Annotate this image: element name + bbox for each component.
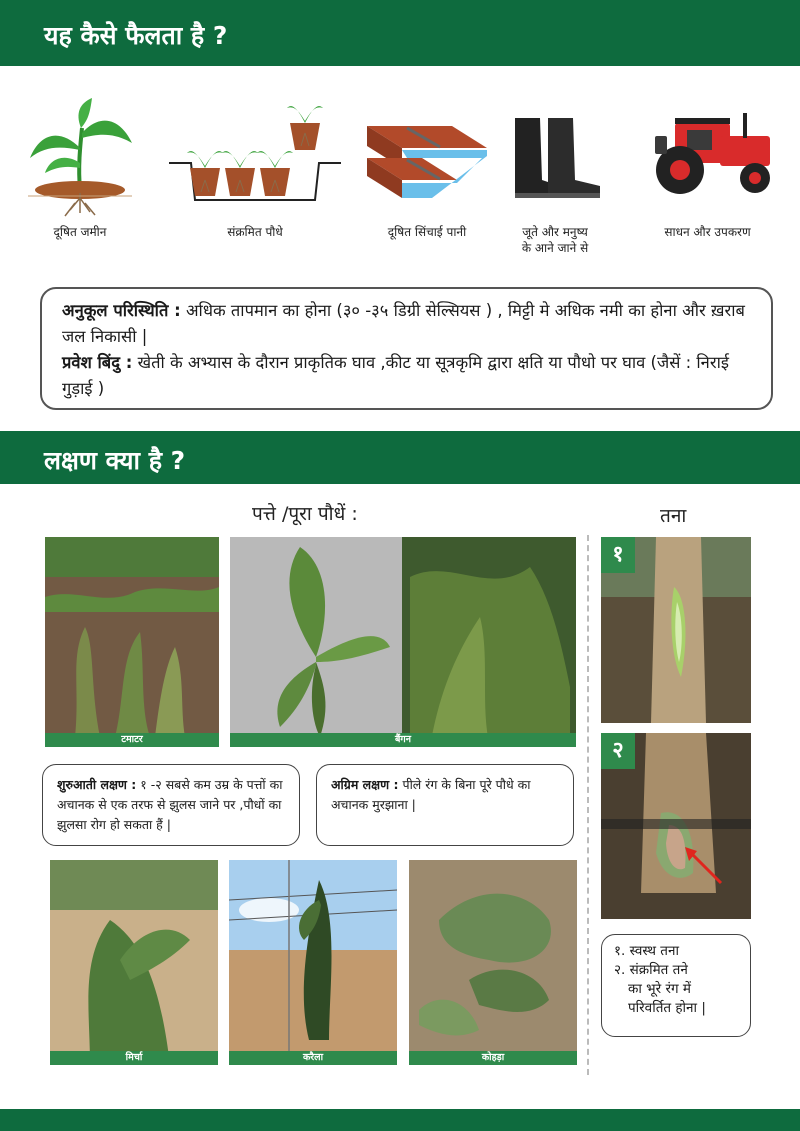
favorable-text: अधिक तापमान का होना (३० -३५ डिग्री सेल्सियस ) , मिट्टी मे अधिक नमी का होना और ख़राब जल निकासी | <box>62 301 745 346</box>
stem-legend-box <box>601 934 751 1037</box>
spread-label-tractor: साधन और उपकरण <box>664 225 751 239</box>
header-band-spread <box>0 0 800 66</box>
infected-seedlings-icon <box>165 88 345 218</box>
spread-label-boots-line2: के आने जाने से <box>521 241 589 255</box>
column-divider <box>587 535 589 1075</box>
photo-healthy-stem <box>601 537 751 723</box>
caption-chilli: मिर्चा <box>50 1051 218 1065</box>
photo-chilli <box>50 860 218 1065</box>
advanced-symptoms-box <box>316 764 574 846</box>
photo-brinjal <box>230 537 576 747</box>
stem-heading: तना <box>660 505 687 527</box>
spread-label-irrigation: दूषित सिंचाई पानी <box>387 225 467 239</box>
spread-label-boots <box>500 224 610 256</box>
entry-label: प्रवेश बिंदु : <box>62 353 133 372</box>
legend-brown-color: का भूरे रंग में <box>628 981 691 997</box>
entry-point <box>62 350 751 402</box>
stem-number-1: १ <box>601 537 635 573</box>
header-band-symptoms <box>0 431 800 484</box>
spread-item-soil <box>20 88 140 240</box>
early-text: १ -२ सबसे कम उम्र के पत्तों का अचानक से एक तरफ से झुलस जाने पर ,पौधों का झुलसा रोग हो सकता हैं | <box>57 777 283 832</box>
legend-change: परिवर्तित होना | <box>628 1000 706 1016</box>
tractor-icon <box>635 88 780 218</box>
entry-text: खेती के अभ्यास के दौरान प्राकृतिक घाव ,कीट या सूत्रकृमि द्वारा क्षति या पौधो पर घाव (जैसें : निराई गुड़ाई ) <box>62 353 729 398</box>
favorable-conditions <box>62 298 751 350</box>
conditions-box <box>40 287 773 410</box>
photo-bitter-gourd <box>229 860 397 1065</box>
photo-infected-stem <box>601 733 751 919</box>
section-title-spread: यह कैसे फैलता है ? <box>44 21 228 50</box>
advanced-label: अग्रिम लक्षण : <box>331 777 399 792</box>
legend-infected-stem: २. संक्रमित तने <box>614 962 688 978</box>
caption-tomato: टमाटर <box>45 733 219 747</box>
leaves-heading: पत्ते /पूरा पौधें : <box>252 503 358 525</box>
footer-band <box>0 1109 800 1131</box>
infected-soil-icon <box>20 88 140 218</box>
spread-label-soil: दूषित जमीन <box>53 225 107 239</box>
spread-item-tractor <box>635 88 780 240</box>
caption-brinjal: बैंगन <box>230 733 576 747</box>
spread-label-boots-line1: जूते और मनुष्य <box>522 225 588 239</box>
early-symptoms-box <box>42 764 300 846</box>
photo-tomato <box>45 537 219 747</box>
spread-label-seedlings: संक्रमित पौधे <box>227 225 283 239</box>
photo-pumpkin <box>409 860 577 1065</box>
section-title-symptoms: लक्षण क्या है ? <box>44 446 186 475</box>
boots-icon <box>500 88 610 218</box>
caption-bitter-gourd: करैला <box>229 1051 397 1065</box>
advanced-text: पीले रंग के बिना पूरे पौधे का अचानक मुरझाना | <box>331 777 531 812</box>
favorable-label: अनुकूल परिस्थिति : <box>62 301 181 320</box>
spread-icons-row <box>20 88 780 268</box>
caption-pumpkin: कोहड़ा <box>409 1051 577 1065</box>
irrigation-water-icon <box>362 88 492 218</box>
spread-item-boots <box>500 88 610 256</box>
early-label: शुरुआती लक्षण : <box>57 777 137 792</box>
stem-number-2: २ <box>601 733 635 769</box>
legend-healthy-stem: १. स्वस्थ तना <box>614 943 679 959</box>
spread-item-seedlings <box>165 88 345 240</box>
spread-item-irrigation <box>362 88 492 240</box>
